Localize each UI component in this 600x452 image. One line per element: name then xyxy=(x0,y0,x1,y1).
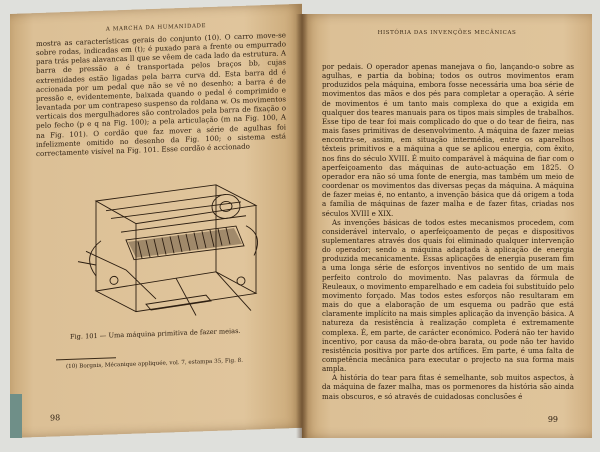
left-page xyxy=(10,4,302,438)
page-number-right: 99 xyxy=(547,415,558,424)
figure-caption: Fig. 101 — Uma máquina primitiva de fazer meias. xyxy=(70,326,241,341)
paragraph: A história do tear para fitas é semelhante, sob muitos aspectos, à da máquina de fazer malha, mas os pormenores da história são ainda mais obscuros, e só através de cuidadosas conclusões é xyxy=(322,373,574,401)
paragraph: por pedais. O operador apenas manejava o fio, lançando-o sobre as agulhas, e partia da bobina; todos os outros movimentos eram produzidos pela máquina, embora fosse necessária uma boa série de movimentos das mãos e dos pés para completar a operação. A série de movimentos é um tanto mais complexa do que a exigida em qualquer dos teares manuais para os tipos mais simples de trabalhos. Esse tipo de tear foi mais complicado do que o do tear de fieira, nas mais fases primitivas de desenvolvimento. A máquina de fazer meias encontra-se, assim, em situação intermédia, entre os aparelhos têxteis primitivos e a máquina a que se aplicou energia, com êxito, nos fins do século XVIII. É muito comparável à máquina de fiar com o aperfeiçoamento das máquinas de auto-actuação em 1825. O operador era não só uma fonte de energia, mas também um meio de coordenar os movimentos das diversas peças da máquina. A máquina de fazer meias é, no entanto, a invenção básica que dá origem a toda a família de máquinas de fazer malha e de fazer fitas, criadas nos séculos XVIII e XIX. xyxy=(322,62,574,218)
running-header-left: A MARCHA DA HUMANIDADE xyxy=(105,23,207,33)
right-body-text xyxy=(322,62,574,401)
knitting-machine-illustration xyxy=(66,175,266,324)
left-body-text xyxy=(36,30,286,158)
footnote: (10) Borgnis, Mécanique appliquée, vol. 7, estampa 35, Fig. 8. xyxy=(66,357,243,371)
right-page xyxy=(302,14,592,438)
footnote-divider xyxy=(56,357,116,360)
paragraph: As invenções básicas de todos estes mecanismos procedem, com considerável intervalo, o aperfeiçoamento de peças e dispositivos suplementares através dos quais foi eliminado qualquer intervenção do operador; sendo a máquina adaptada à aplicação de energia produzida mecanicamente. Essas aplicações de energia puseram fim a uma longa série de esforços inventivos no sentido de um mais perfeito controlo do movimento. Nas palavras da fórmula de Reuleaux, o movimento emparelhado e em cadeia foi substituído pelo movimento forçado. Mas todos estes esforços não resultaram em mais do que a elaboração de um esquema ou padrão que está claramente implícito na mais simples aplicação da invenção básica. A natureza da resistência à realização completa é extremamente complexa. É, em parte, de carácter económico. Poderá não ter havido incentivo, por causa da mão-de-obra barata, ou pode não ter havido resistência positiva por parte dos artífices. Em parte, é uma falta de competência mecânica para executar o projecto na sua forma mais ampla. xyxy=(322,217,574,374)
page-number-left: 98 xyxy=(50,413,61,423)
book-gutter xyxy=(296,14,308,438)
open-book xyxy=(10,14,592,442)
cover-edge xyxy=(10,394,22,438)
running-header-right: HISTÓRIA DAS INVENÇÕES MECÂNICAS xyxy=(377,30,517,36)
paragraph: mostra as características gerais do conjunto (10). O carro move-se sobre rodas, indicadas em (t); é puxado para a frente ou empurrado para trás pelas alavancas ll que se vêem de cada lado da estrutura. A barra de pressão a é transportada pelos braços bb, cujas extremidades estão ligadas pela barra curva dd. Esta barra dd é accionada por um pedal que não se vê no desenho; a barra é de pressão e, evidentemente, baixada quando o pedal é comprimido e levantada por um contrapeso suspenso da roldana w. Os movimentos verticais dos mergulhadores são controlados pela barra de fixação o pelo fecho (p e q na Fig. 100); a pela articulação (m na Fig. 100, A na Fig. 101). O cordão que faz mover a série de agulhas foi infelizmente omitido no desenho da Fig. 100; o sistema está correctamente visível na Fig. 101. Esse cordão é accionado xyxy=(36,30,286,158)
